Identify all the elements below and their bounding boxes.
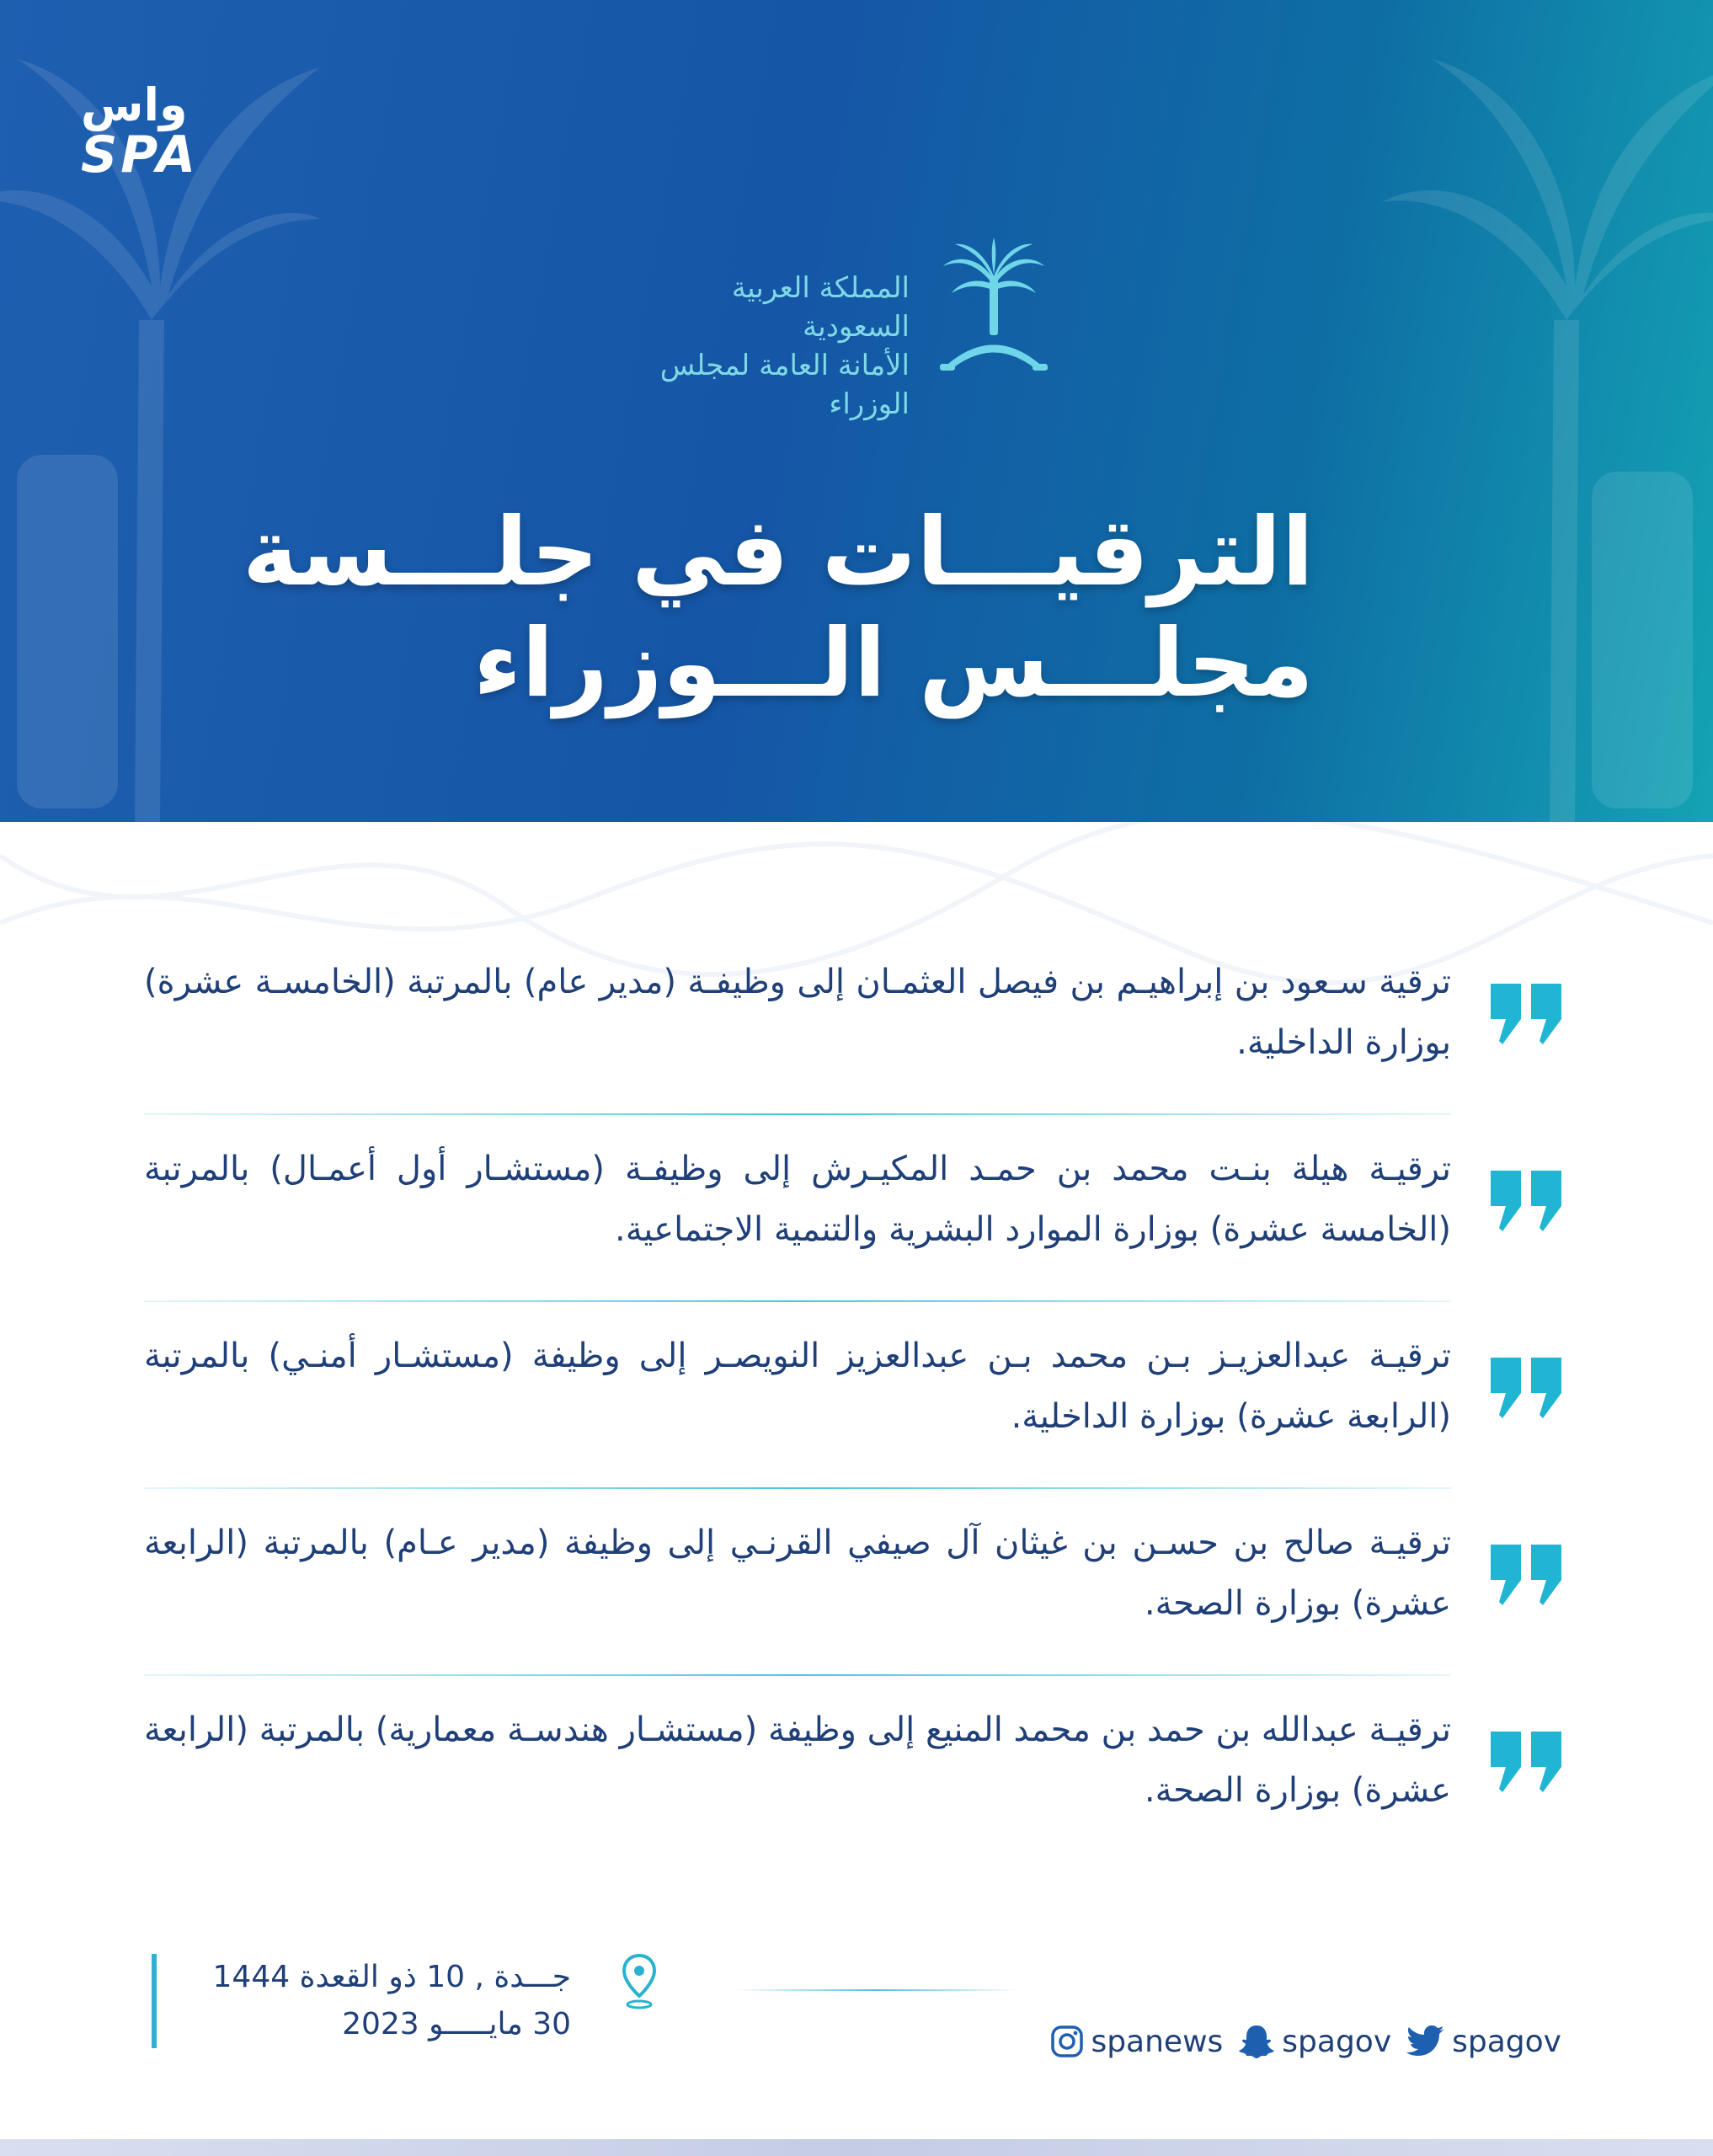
list-item [144, 1326, 1565, 1513]
snapchat-link[interactable] [1238, 2024, 1391, 2059]
gov-name-line2: الأمانة العامة لمجلس الوزراء [659, 348, 910, 421]
gov-agency-name [657, 270, 910, 424]
location-pin-icon [622, 1954, 657, 2009]
promotion-text: ترقيـة عبدالعزيـز بـن محمد بـن عبدالعزيز النويصـر إلى وظيفة (مستشـار أمنـي) بالمرتبة (الرابعة عشرة) بوزارة الداخلية. [144, 1337, 1451, 1436]
page-title [242, 497, 1314, 719]
spa-logo [81, 78, 207, 184]
twitter-icon [1406, 2025, 1445, 2057]
twitter-link[interactable] [1406, 2025, 1561, 2059]
title-line1: الترقيـــات في جلـــسة [242, 498, 1314, 607]
snapchat-handle: spagov [1282, 2024, 1392, 2059]
date-hijri: جـــدة , 10 ذو القعدة 1444 [212, 1960, 571, 1994]
title-line2: مجلـــس الـــوزراء [472, 609, 1314, 719]
promotion-text: ترقية سـعود بن إبراهيـم بن فيصل العثمـان إلى وظيفـة (مدير عام) بالمرتبة (الخامسـة عشرة) بوزارة الداخلية. [144, 963, 1451, 1062]
spa-logo-latin: SPA [81, 125, 200, 184]
divider [144, 1674, 1451, 1676]
list-item [144, 1700, 1565, 1886]
footer-divider [733, 1989, 1019, 1991]
bottom-bar [0, 2139, 1713, 2156]
quote-icon [1487, 1543, 1565, 1607]
instagram-icon [1050, 2025, 1084, 2058]
divider [144, 1487, 1451, 1489]
promotion-text: ترقيـة هيلة بنـت محمد بن حمـد المكيـرش إلى وظيفـة (مستشـار أول أعمـال) بالمرتبة (الخامسة عشرة) بوزارة الموارد البشرية والتنمية الاجتماعية. [144, 1150, 1451, 1249]
quote-icon [1487, 1730, 1565, 1794]
quote-icon [1487, 1169, 1565, 1233]
list-item [144, 1513, 1565, 1700]
spa-logo-arabic: واس [81, 78, 188, 131]
saudi-emblem-icon [937, 237, 1051, 381]
list-item [144, 952, 1565, 1139]
twitter-handle: spagov [1452, 2024, 1561, 2059]
date-block [152, 1954, 571, 2048]
date-gregorian: 30 مايـــــو 2023 [342, 2007, 571, 2041]
promotion-text: ترقيـة صالح بن حسـن بن غيثان آل صيفي القرنـي إلى وظيفة (مدير عـام) بالمرتبة (الرابعة عشرة) بوزارة الصحة. [144, 1524, 1451, 1623]
snapchat-icon [1238, 2024, 1275, 2059]
quote-icon [1487, 1356, 1565, 1420]
header-banner [0, 0, 1713, 822]
gov-name-line1: المملكة العربية السعودية [731, 271, 910, 344]
divider [144, 1300, 1451, 1302]
instagram-handle: spanews [1091, 2024, 1224, 2059]
divider [144, 1113, 1451, 1115]
instagram-link[interactable] [1050, 2025, 1223, 2059]
promotion-text: ترقيـة عبدالله بن حمد بن محمد المنيع إلى وظيفة (مستشـار هندسـة معمارية) بالمرتبة (الرابعة عشرة) بوزارة الصحة. [144, 1710, 1451, 1810]
social-links [1050, 2016, 1561, 2067]
quote-icon [1487, 982, 1565, 1046]
list-item [144, 1139, 1565, 1326]
promotions-list [144, 952, 1565, 1886]
palm-right-decor [1381, 0, 1713, 822]
